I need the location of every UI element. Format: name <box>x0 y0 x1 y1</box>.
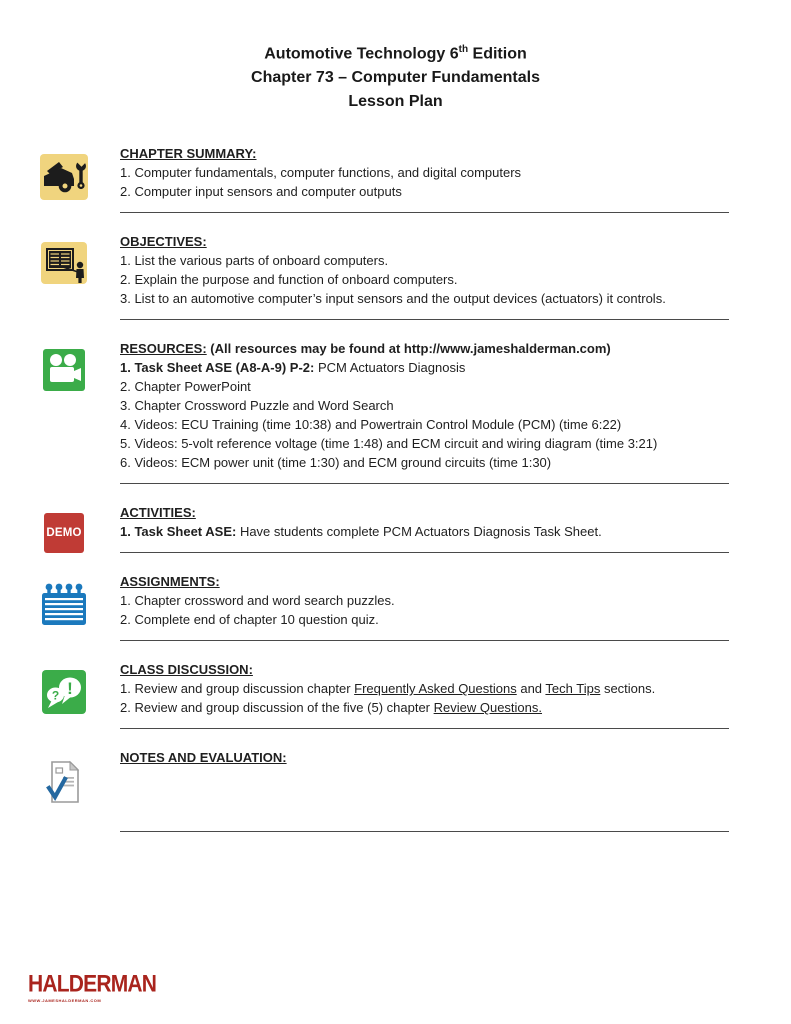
title-edition-suffix: Edition <box>468 45 527 63</box>
title-line-3: Lesson Plan <box>348 93 443 111</box>
section-divider <box>120 831 729 832</box>
text-run: 1. Review and group discussion chapter <box>120 681 355 697</box>
training-board-icon <box>0 232 120 320</box>
list-item <box>120 358 729 377</box>
demo-icon <box>0 503 120 553</box>
logo-text: HALDERMAN <box>28 970 157 998</box>
blank-space <box>120 767 729 820</box>
document-title <box>0 0 791 114</box>
section-divider <box>120 728 729 729</box>
list-item <box>120 415 729 434</box>
section-content <box>120 503 791 553</box>
section-heading: OBJECTIVES: <box>120 234 207 250</box>
section-content <box>120 144 791 213</box>
section-heading: NOTES AND EVALUATION: <box>120 750 287 766</box>
section-divider <box>120 212 729 213</box>
svg-text:?: ? <box>51 688 60 703</box>
section-objectives <box>0 232 791 320</box>
section-heading-line <box>120 144 729 163</box>
section-divider <box>120 483 729 484</box>
text-run: 2. Computer input sensors and computer outputs <box>120 184 402 200</box>
section-items <box>120 251 729 308</box>
list-item <box>120 434 729 453</box>
notepad-icon <box>0 572 120 641</box>
notes-doc-icon <box>0 748 120 832</box>
text-run: 4. Videos: ECU Training (time 10:38) and Powertrain Control Module (PCM) (time 6:22) <box>120 417 622 433</box>
list-item <box>120 163 729 182</box>
title-superscript: th <box>458 44 469 55</box>
section-class-discussion <box>0 660 791 729</box>
section-items <box>120 163 729 201</box>
title-line-2: Chapter 73 – Computer Fundamentals <box>251 69 540 87</box>
svg-text:!: ! <box>67 679 73 699</box>
icon-graphic <box>44 758 84 806</box>
list-item <box>120 289 729 308</box>
text-run: Tech Tips <box>545 681 601 697</box>
icon-graphic <box>41 582 87 626</box>
list-item <box>120 698 729 717</box>
list-item <box>120 251 729 270</box>
halderman-logo <box>28 972 156 1003</box>
text-run: PCM Actuators Diagnosis <box>314 360 466 376</box>
text-run: 1. Task Sheet ASE (A8-A-9) P-2: <box>120 360 315 376</box>
text-run: Frequently Asked Questions <box>354 681 517 697</box>
section-content <box>120 572 791 641</box>
list-item <box>120 591 729 610</box>
text-run: sections. <box>600 681 656 697</box>
text-run: 3. List to an automotive computer’s input sensors and the output devices (actuators) it controls. <box>120 291 666 307</box>
icon-graphic <box>42 670 86 714</box>
section-content <box>120 660 791 729</box>
text-run: 5. Videos: 5-volt reference voltage (time 1:48) and ECM circuit and wiring diagram (time 3:21) <box>120 436 658 452</box>
text-run: 1. Computer fundamentals, computer functions, and digital computers <box>120 165 522 181</box>
section-heading-line <box>120 232 729 251</box>
car-service-icon <box>0 144 120 213</box>
icon-graphic <box>40 154 88 200</box>
section-content <box>120 232 791 320</box>
section-heading-line <box>120 503 729 522</box>
demo-label: DEMO <box>46 527 82 540</box>
discussion-icon <box>0 660 120 729</box>
section-heading-suffix: (All resources may be found at http://www.jameshalderman.com) <box>206 341 611 357</box>
section-heading-line <box>120 572 729 591</box>
section-heading: CHAPTER SUMMARY: <box>120 146 257 162</box>
section-content <box>120 339 791 484</box>
text-run: 2. Review and group discussion of the five (5) chapter <box>120 700 434 716</box>
section-heading: RESOURCES: <box>120 341 207 357</box>
section-divider <box>120 640 729 641</box>
section-items <box>120 358 729 472</box>
section-content <box>120 748 791 832</box>
list-item <box>120 453 729 472</box>
section-divider <box>120 319 729 320</box>
icon-graphic <box>41 242 87 284</box>
section-items <box>120 591 729 629</box>
section-chapter-summary <box>0 144 791 213</box>
section-heading-line <box>120 660 729 679</box>
section-heading-line <box>120 748 729 767</box>
section-resources <box>0 339 791 484</box>
text-run: 1. Chapter crossword and word search puzzles. <box>120 593 395 609</box>
section-heading-line <box>120 339 729 358</box>
list-item <box>120 182 729 201</box>
list-item <box>120 270 729 289</box>
text-run: 1. Task Sheet ASE: <box>120 524 237 540</box>
text-run: 6. Videos: ECM power unit (time 1:30) and ECM ground circuits (time 1:30) <box>120 455 552 471</box>
logo-tagline: WWW.JAMESHALDERMAN.COM <box>28 998 102 1003</box>
section-divider <box>120 552 729 553</box>
section-activities <box>0 503 791 553</box>
list-item <box>120 610 729 629</box>
text-run: 2. Explain the purpose and function of onboard computers. <box>120 272 458 288</box>
section-assignments <box>0 572 791 641</box>
title-line-1 <box>0 38 791 66</box>
text-run: 3. Chapter Crossword Puzzle and Word Search <box>120 398 394 414</box>
video-camera-icon <box>0 339 120 484</box>
section-heading: ACTIVITIES: <box>120 505 196 521</box>
list-item <box>120 396 729 415</box>
text-run: 2. Complete end of chapter 10 question quiz. <box>120 612 379 628</box>
section-notes <box>0 748 791 832</box>
section-heading: ASSIGNMENTS: <box>120 574 220 590</box>
sections <box>0 144 791 832</box>
text-run: Have students complete PCM Actuators Diagnosis Task Sheet. <box>236 524 602 540</box>
footer <box>28 972 156 1003</box>
section-heading: CLASS DISCUSSION: <box>120 662 253 678</box>
title-edition-text: Automotive Technology 6 <box>264 45 459 63</box>
text-run: 2. Chapter PowerPoint <box>120 379 251 395</box>
text-run: 1. List the various parts of onboard computers. <box>120 253 389 269</box>
demo-badge <box>44 513 84 553</box>
text-run: Review Questions. <box>433 700 543 716</box>
text-run: and <box>516 681 546 697</box>
icon-graphic <box>43 349 85 391</box>
section-items <box>120 522 729 541</box>
section-items <box>120 679 729 717</box>
list-item <box>120 377 729 396</box>
list-item <box>120 522 729 541</box>
list-item <box>120 679 729 698</box>
